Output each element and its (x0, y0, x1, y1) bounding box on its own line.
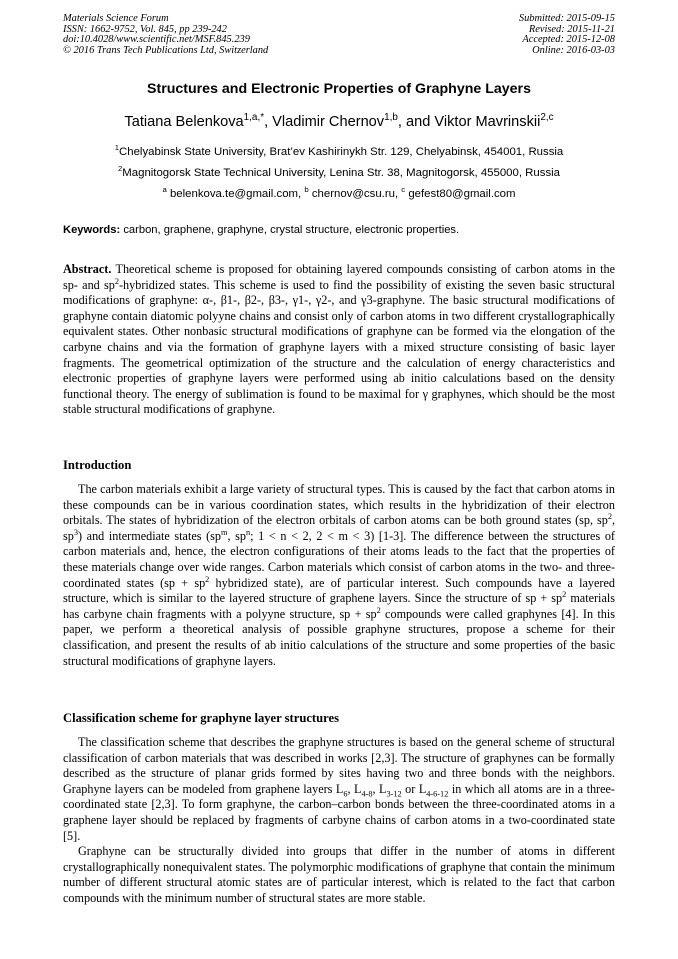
accepted-date: Accepted: 2015-12-08 (522, 34, 615, 46)
doi: doi:10.4028/www.scientific.net/MSF.845.239 (63, 34, 250, 46)
publication-dates (519, 14, 615, 56)
keywords-text: carbon, graphene, graphyne, crystal structure, electronic properties. (123, 224, 460, 236)
classification-body (63, 735, 615, 907)
paper-title: Structures and Electronic Properties of Graphyne Layers (147, 81, 531, 97)
online-date: Online: 2016-03-03 (532, 44, 615, 56)
abstract-label: Abstract. (63, 262, 112, 276)
author-affiliation-marker: 1,b (384, 112, 398, 124)
email-marker: c (401, 185, 406, 195)
revised-date: Revised: 2015-11-21 (528, 23, 615, 35)
issn: ISSN: 1662-9752, Vol. 845, pp 239-242 (63, 23, 227, 35)
classification-paragraph-1: The classification scheme that describes the graphyne structures is based on the general scheme of structural classification of carbon materials that was described in works [2,3]. The structure of graphynes can be formally described as the structure of planar grids formed by sites having two and three bonds with the neighbors. Graphyne layers can be modeled from graphene layers $L_6$, $L_{4-8}$, $L_{3-12}$ or $L_{4-6-12}$ in which all atoms are in a three-coordinated state [2,3]. To form graphyne, the carbon–carbon bonds between the three-coordinated atoms in a graphene layer should be replaced by fragments of carbyne chains of carbon atoms in a two-coordinated state [5]. (63, 735, 615, 843)
introduction-body (63, 482, 615, 669)
author-affiliation-marker: 1,a,* (243, 112, 265, 124)
copyright: © 2016 Trans Tech Publications Ltd, Switzerland (63, 44, 269, 56)
affiliation-1 (0, 143, 678, 158)
submitted-date: Submitted: 2015-09-15 (518, 13, 615, 24)
affiliation-text: Magnitogorsk State Technical University, Lenina Str. 38, Magnitogorsk, 455000, Russia (122, 167, 561, 179)
author-name: Viktor Mavrinskii (434, 114, 541, 130)
email-list: $^a$ belenkova.te@gmail.com, $^b$ chernov@csu.ru, $^c$ gefest80@gmail.com (162, 185, 516, 200)
author-affiliation-marker: 2,c (540, 112, 554, 124)
author-separator: , and (397, 114, 435, 130)
journal-info (63, 14, 268, 56)
publication-metadata (63, 14, 615, 56)
keywords (63, 224, 618, 236)
abstract (63, 262, 615, 418)
classification-paragraph-2: Graphyne can be structurally divided into groups that differ in the number of atoms in different crystallographically nonequivalent states. The polymorphic modifications of graphyne that contain the minimum number of different structural atomic states are of particular interest, which is related to the fact that carbon compounds with the minimum number of structural states are more stable. (63, 844, 615, 905)
author-name: Vladimir Chernov (272, 114, 385, 130)
affiliation-marker: 1 (114, 143, 120, 153)
email-link[interactable]: belenkova.te@gmail.com (169, 188, 299, 200)
email-link[interactable]: gefest80@gmail.com (408, 188, 516, 200)
affiliation-2 (0, 164, 678, 179)
keywords-label: Keywords: (63, 224, 121, 236)
introduction-paragraph: The carbon materials exhibit a large variety of structural types. This is caused by the fact that carbon atoms in these compounds can be in various coordination states, which results in the hybridization of their electron orbitals. The states of hybridization of the electron orbitals of carbon atoms can be both ground states (sp, $sp^2$, $sp^3$) and intermediate states ($sp^m$, $sp^n$; 1 < n < 2, 2 < m < 3) [1-3]. The difference between the structures of carbon materials and, hence, the electron configurations of their atoms leads to the fact that the properties of these materials change over wide ranges. Carbon materials which consist of carbon atoms in the two- and three-coordinated states ($sp + sp^2$ hybridized state), are of particular interest. Such compounds have a layered structure, which is similar to the layered structure of graphene layers. Since the structure of sp + $sp^2$ materials has carbyne chain fragments with a polyyne structure, sp + $sp^2$ compounds were called graphynes [4]. In this paper, we perform a theoretical analysis of possible graphyne structures, propose a scheme for their classification, and present the results of ab initio calculations of the structure and some properties of the basic structural modifications of graphyne layers. (63, 482, 615, 668)
author-name: Tatiana Belenkova (124, 114, 244, 130)
journal-name: Materials Science Forum (63, 13, 169, 24)
email-marker: a (162, 185, 167, 195)
author-list: Tatiana Belenkova$^{1,a,*}$, Vladimir Chernov$^{1,b}$, and Viktor Mavrinskii$^{2,c}$ (124, 112, 554, 130)
affiliation-text: Chelyabinsk State University, Brat’ev Kashirinykh Str. 129, Chelyabinsk, 454001, Russia (119, 146, 564, 158)
section-heading-classification: Classification scheme for graphyne layer structures (63, 711, 339, 725)
email-marker: b (304, 185, 309, 195)
section-heading-introduction: Introduction (63, 458, 132, 472)
abstract-paragraph: Abstract. Theoretical scheme is proposed for obtaining layered compounds consisting of carbon atoms in the sp- and $sp^2$-hybridized states. This scheme is used to find the possibility of existing the seven basic structural modifications of graphyne: α-, β1-, β2-, β3-, γ1-, γ2-, and γ3-graphyne. The basic structural modifications of graphyne contain diatomic polyyne chains and consist only of carbon atoms in two different crystallographically equivalent states. Other nonbasic structural modifications of graphyne can be formed via the elongation of the carbyne chains and via the formation of graphyne layers with a mixed structure consisting of basic layer fragments. The geometrical optimization of the structure and the calculation of energy characteristics and electronic properties of graphyne layers were performed using ab initio calculations based on the density functional theory. The energy of sublimation is found to be maximal for γ graphynes, which should be the most stable structural modifications of graphyne. (63, 262, 615, 417)
email-link[interactable]: chernov@csu.ru (311, 188, 395, 200)
affiliation-marker: 2 (117, 164, 123, 174)
